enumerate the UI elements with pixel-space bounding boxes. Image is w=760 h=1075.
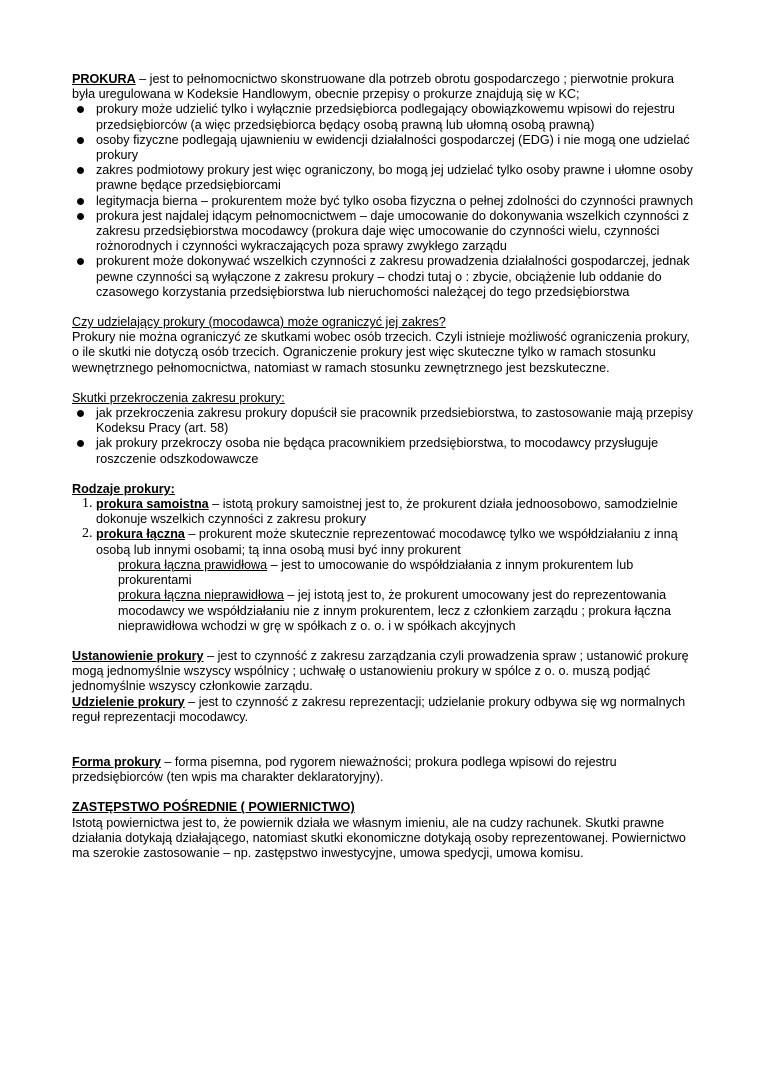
prokura-intro: PROKURA – jest to pełnomocnictwo skonstruowane dla potrzeb obrotu gospodarczego ; pierwotnie prokura była uregulowana w Kodeksie Handlowym, obecnie przepisy o prokurze znajdują się w KC;	[72, 72, 675, 102]
list-item: osoby fizyczne podlegają ujawnieniu w ewidencji działalności gospodarczej (EDG) i nie mogą one udzielać prokury	[96, 133, 694, 163]
exceed-bullet-list	[72, 406, 694, 467]
bullet-icon	[77, 410, 84, 417]
bullet-icon	[77, 213, 84, 220]
limit-question: Czy udzielający prokury (mocodawca) może ograniczyć jej zakres?	[72, 315, 446, 330]
list-item: prokura jest najdalej idącym pełnomocnictwem – daje umocowanie do dokonywania wszelkich czynności z zakresu przedsiębiorstwa mocodawcy (prokura daje więc umocowanie do czynności wielu, czynności rożnorodnych i czynności wykraczających poza sprawy zwykłego zarządu	[96, 209, 694, 255]
bullet-icon	[77, 440, 84, 447]
list-item: 1. prokura samoistna – istotą prokury samoistnej jest to, że prokurent działa jednoosobowo, samodzielnie dokonuje wszelkich czynności z zakresu prokury	[82, 496, 678, 527]
prokura-heading: PROKURA	[72, 72, 136, 86]
prokura-bullet-list	[72, 102, 694, 300]
list-item: prokura łączna nieprawidłowa – jej istotą jest to, że prokurent umocowany jest do reprezentowania mocodawcy we współdziałaniu nie z innym prokurentem, lecz z członkiem zarządu ; prokura łączna nieprawidłowa wchodzi w grę w spółkach z o. o. i w spółkach akcyjnych	[118, 588, 671, 633]
establishment-paragraph: Ustanowienie prokury – jest to czynność z zakresu zarządzania czyli prowadzenia spraw ; ustanowić prokurę mogą jednomyślnie wszyscy wspólnicy ; uchwałę o ustanowieniu prokury w spólce z o. o. muszą podjąć jednomyślnie wszyscy członkowie zarządu.	[72, 648, 689, 694]
bullet-icon	[77, 137, 84, 144]
list-item: prokury może udzielić tylko i wyłącznie przedsiębiorca podlegający obowiązkowemu wpisowi do rejestru przedsiębiorców (a więc przedsiębiorca będący osobą prawną lub ułomną osobą prawną)	[96, 102, 694, 132]
bullet-icon	[77, 167, 84, 174]
bullet-icon	[77, 198, 84, 205]
list-item: 2. prokura łączna – prokurent może skutecznie reprezentować mocodawcę tylko we współdziałaniu z inną osobą lub innymi osobami; tą inna osobą musi być inny prokurent	[82, 526, 678, 557]
joint-prokura-subtypes	[72, 558, 694, 634]
granting-paragraph: Udzielenie prokury – jest to czynność z zakresu reprezentacji; udzielanie prokury odbywa się wg normalnych reguł reprezentacji mocodawcy.	[72, 694, 686, 724]
list-item: legitymacja bierna – prokurentem może być tylko osoba fizyczna o pełnej zdolności do czynności prawnych	[96, 194, 694, 209]
list-item: zakres podmiotowy prokury jest więc ograniczony, bo mogą jej udzielać tylko osoby prawne i ułomne osoby prawne będące przedsiębiorcami	[96, 163, 694, 193]
exceed-heading: Skutki przekroczenia zakresu prokury:	[72, 390, 285, 405]
indirect-agency-paragraph: Istotą powiernictwa jest to, że powiernik działa we własnym imieniu, ale na cudzy rachunek. Skutki prawne działania dotykają działającego, natomiast skutki ekonomiczne dotykają osoby reprezentowanej. Powiernictwo ma szerokie zastosowanie – np. zastępstwo inwestycyjne, umowa spedycji, umowa komisu.	[72, 815, 686, 860]
list-item: prokurent może dokonywać wszelkich czynności z zakresu prowadzenia działalności gospodarczej, jednak pewne czynności są wyłączone z zakresu prokury – chodzi tutaj o : zbycie, obciążenie lub oddanie do czasowego korzystania przedsiębiorstwa lub nieruchomości należącej do tego przedsiębiorstwa	[96, 254, 694, 300]
list-item: jak przekroczenia zakresu prokury dopuścił sie pracownik przedsiebiorstwa, to zastosowanie mają przepisy Kodeksu Pracy (art. 58)	[96, 406, 694, 436]
form-paragraph: Forma prokury – forma pisemna, pod rygorem nieważności; prokura podlega wpisowi do rejestru przedsiębiorców (ten wpis ma charakter deklaratoryjny).	[72, 754, 617, 785]
types-heading: Rodzaje prokury:	[72, 481, 175, 496]
types-numbered-list	[72, 497, 694, 558]
indirect-agency-heading: ZASTĘPSTWO POŚREDNIE ( POWIERNICTWO)	[72, 800, 355, 815]
list-item: jak prokury przekroczy osoba nie będąca pracownikiem przedsiębiorstwa, to mocodawcy przysługuje roszczenie odszkodowawcze	[96, 436, 694, 466]
document-page	[72, 72, 694, 861]
list-item: prokura łączna prawidłowa – jest to umocowanie do współdziałania z innym prokurentem lub prokurentami	[118, 557, 634, 588]
limit-answer: Prokury nie można ograniczyć ze skutkami wobec osób trzecich. Czyli istnieje możliwość ograniczenia prokury, o ile skutki nie dotyczą osób trzecich. Ograniczenie prokury jest więc skuteczne tylko w ramach stosunku wewnętrznego pełnomocnictwa, natomiast w ramach stosunku zewnętrznego jest bezskuteczne.	[72, 330, 690, 375]
bullet-icon	[77, 258, 84, 265]
bullet-icon	[77, 106, 84, 113]
